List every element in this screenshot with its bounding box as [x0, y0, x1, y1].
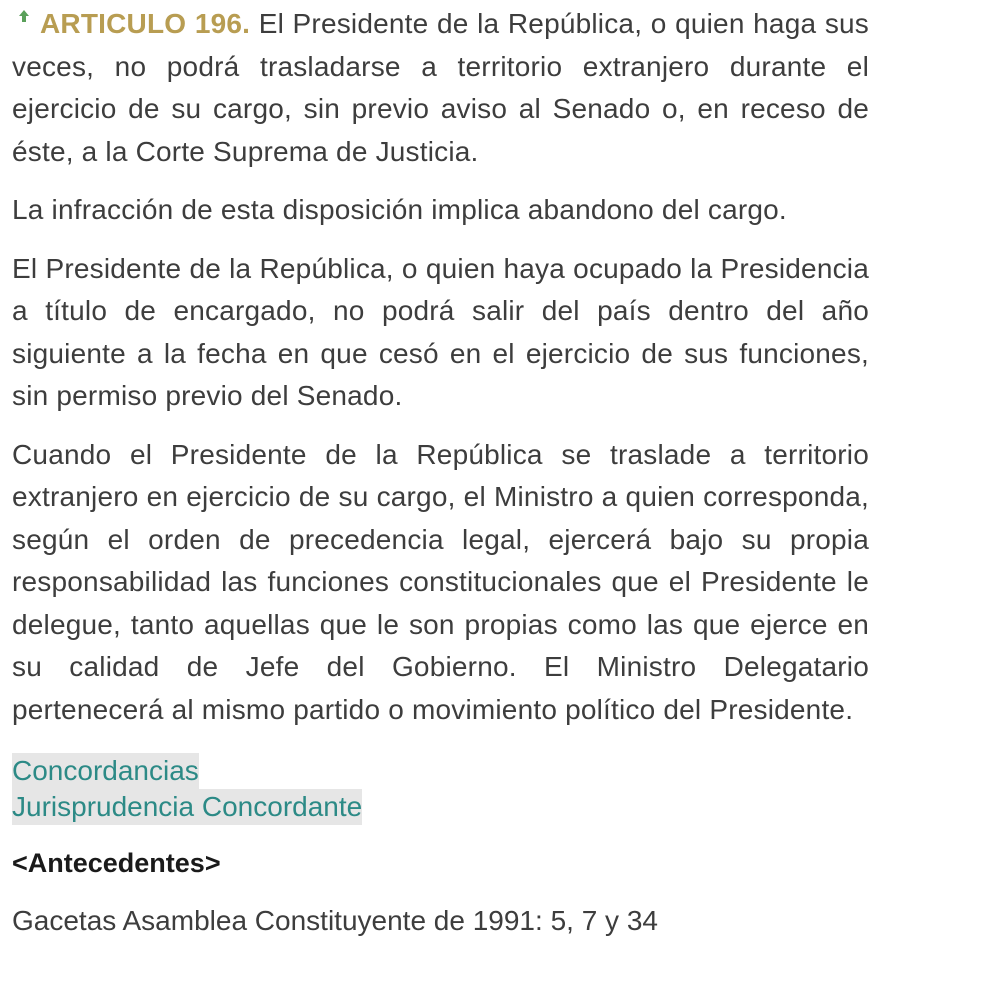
article-paragraph-2: La infracción de esta disposición implica abandono del cargo. [12, 194, 787, 225]
concordancias-link[interactable]: Concordancias [12, 753, 199, 789]
article-title: ARTICULO 196. [40, 8, 251, 39]
related-links [12, 753, 869, 825]
article-paragraph-1 [12, 3, 869, 173]
antecedentes-heading[interactable]: <Antecedentes> [12, 848, 221, 878]
article-content [12, 3, 869, 941]
article-paragraph-4: Cuando el Presidente de la República se traslade a territorio extranjero en ejercicio de su cargo, el Ministro a quien corresponda, según el orden de precedencia legal, ejercerá bajo su propia responsabilidad las funciones constitucionales que el Presidente le delegue, tanto aquellas que le son propias como las que ejerce en su calidad de Jefe del Gobierno. El Ministro Delegatario pertenecerá al mismo partido o movimiento político del Presidente. [12, 438, 869, 725]
gacetas-text: Gacetas Asamblea Constituyente de 1991: 5, 7 y 34 [12, 905, 658, 936]
article-paragraph-3: El Presidente de la República, o quien haya ocupado la Presidencia a título de encargado, no podrá salir del país dentro del año siguiente a la fecha en que cesó en el ejercicio de sus funciones, sin permiso previo del Senado. [12, 252, 869, 411]
jurisprudencia-link[interactable]: Jurisprudencia Concordante [12, 789, 362, 825]
up-arrow-icon[interactable] [18, 9, 30, 23]
article-paragraph-1-text: El Presidente de la República, o quien haga sus veces, no podrá trasladarse a territorio extranjero durante el ejercicio de su cargo, sin previo aviso al Senado o, en receso de éste, a la Corte Suprema de Justicia. [12, 8, 869, 167]
